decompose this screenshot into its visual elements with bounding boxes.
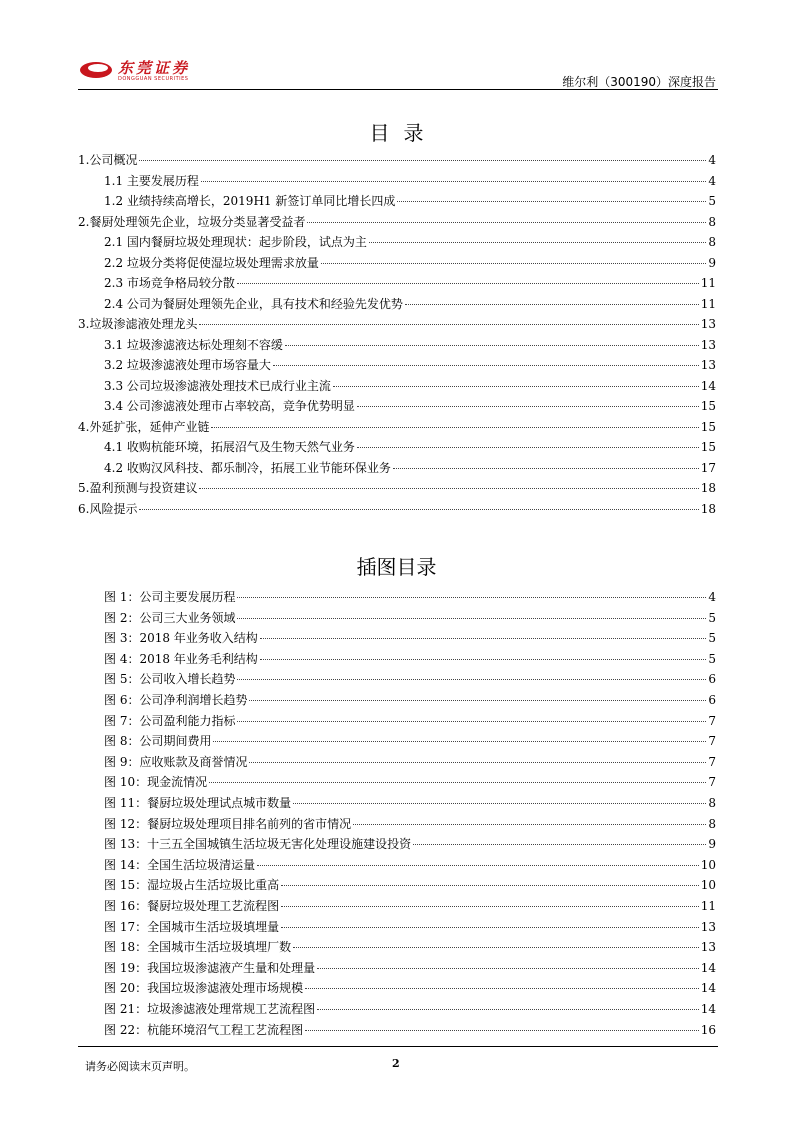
- dot-leader: [139, 160, 706, 161]
- figure-entry[interactable]: [104, 938, 716, 958]
- dot-leader: [405, 304, 699, 305]
- toc-entry[interactable]: [104, 233, 716, 253]
- dot-leader: [199, 488, 698, 489]
- entry-label: 图 2：公司三大业务领域: [104, 610, 236, 625]
- entry-page-number: 8: [708, 214, 716, 229]
- entry-label: 图 8：公司期间费用: [104, 734, 212, 749]
- dot-leader: [285, 345, 699, 346]
- page-number: 2: [392, 1057, 400, 1070]
- entry-label: 1.公司概况: [78, 153, 138, 167]
- dot-leader: [369, 242, 706, 243]
- figure-entry[interactable]: [104, 712, 716, 732]
- entry-label: 图 22：杭能环境沼气工程工艺流程图: [104, 1022, 304, 1037]
- entry-page-number: 16: [700, 1022, 716, 1037]
- dot-leader: [293, 803, 706, 804]
- toc-entry[interactable]: [104, 459, 716, 479]
- dot-leader: [353, 824, 706, 825]
- footer-divider: [78, 1046, 718, 1047]
- header-divider: [78, 89, 718, 90]
- entry-page-number: 14: [700, 378, 716, 393]
- page-header: [78, 55, 716, 91]
- entry-label: 3.1 垃圾渗滤液达标处理刻不容缓: [104, 337, 283, 352]
- report-name: 维尔利（300190）深度报告: [562, 75, 716, 89]
- toc-entry[interactable]: [104, 172, 716, 192]
- dot-leader: [317, 1009, 699, 1010]
- entry-label: 图 14：全国生活垃圾清运量: [104, 857, 256, 872]
- figure-entry[interactable]: [104, 815, 716, 835]
- dot-leader: [213, 741, 706, 742]
- entry-label: 图 1：公司主要发展历程: [104, 590, 236, 604]
- dot-leader: [249, 762, 706, 763]
- entry-page-number: 8: [708, 816, 716, 831]
- entry-page-number: 4: [708, 153, 716, 167]
- figure-entry[interactable]: [104, 959, 716, 979]
- figure-entry[interactable]: [104, 609, 716, 629]
- entry-page-number: 9: [708, 255, 716, 270]
- entry-page-number: 15: [700, 440, 716, 454]
- toc-entry[interactable]: [78, 500, 716, 520]
- entry-page-number: 6: [708, 693, 716, 707]
- dot-leader: [257, 865, 699, 866]
- entry-page-number: 14: [700, 1002, 716, 1016]
- entry-label: 3.4 公司渗滤液处理市占率较高，竞争优势明显: [104, 399, 355, 413]
- company-logo: [78, 57, 218, 85]
- dot-leader: [273, 365, 699, 366]
- entry-label: 图 12：餐厨垃圾处理项目排名前列的省市情况: [104, 816, 352, 831]
- entry-page-number: 5: [708, 610, 716, 625]
- toc-entry[interactable]: [104, 274, 716, 294]
- dot-leader: [305, 1030, 699, 1031]
- dot-leader: [397, 201, 706, 202]
- entry-page-number: 13: [700, 317, 716, 331]
- entry-page-number: 5: [708, 651, 716, 666]
- toc-entry[interactable]: [104, 397, 716, 417]
- entry-label: 4.外延扩张，延伸产业链: [78, 419, 210, 434]
- entry-label: 图 15：湿垃圾占生活垃圾比重高: [104, 878, 280, 893]
- dot-leader: [211, 427, 698, 428]
- entry-page-number: 6: [708, 672, 716, 687]
- dot-leader: [249, 700, 706, 701]
- logo-mark-icon: [78, 59, 114, 81]
- dot-leader: [293, 947, 699, 948]
- dot-leader: [333, 386, 699, 387]
- dot-leader: [321, 263, 706, 264]
- toc-entry[interactable]: [78, 151, 716, 171]
- toc-entry[interactable]: [78, 213, 716, 233]
- entry-label: 2.餐厨处理领先企业，垃圾分类显著受益者: [78, 214, 306, 229]
- figure-entry[interactable]: [104, 1000, 716, 1020]
- entry-page-number: 15: [700, 419, 716, 434]
- entry-page-number: 7: [708, 713, 716, 728]
- figure-entry[interactable]: [104, 773, 716, 793]
- entry-label: 4.1 收购杭能环境，拓展沼气及生物天然气业务: [104, 440, 355, 454]
- toc-title: 目录: [369, 121, 438, 145]
- figure-entry[interactable]: [104, 732, 716, 752]
- entry-page-number: 14: [700, 960, 716, 975]
- entry-page-number: 15: [700, 399, 716, 413]
- dot-leader: [413, 844, 706, 845]
- entry-page-number: 8: [708, 235, 716, 249]
- entry-label: 2.1 国内餐厨垃圾处理现状：起步阶段，试点为主: [104, 235, 367, 249]
- figure-entry[interactable]: [104, 1021, 716, 1041]
- figure-entry[interactable]: [104, 691, 716, 711]
- dot-leader: [237, 721, 706, 722]
- entry-page-number: 17: [700, 460, 716, 475]
- entry-label: 3.垃圾渗滤液处理龙头: [78, 317, 198, 331]
- entry-label: 3.3 公司垃圾渗滤液处理技术已成行业主流: [104, 378, 331, 393]
- entry-label: 图 7：公司盈利能力指标: [104, 713, 236, 728]
- entry-page-number: 18: [700, 481, 716, 495]
- dot-leader: [237, 283, 699, 284]
- dot-leader: [260, 659, 707, 660]
- dot-leader: [260, 638, 707, 639]
- entry-label: 图 17：全国城市生活垃圾填埋量: [104, 919, 280, 934]
- entry-page-number: 11: [700, 276, 716, 290]
- entry-label: 4.2 收购汉风科技、都乐制冷，拓展工业节能环保业务: [104, 460, 391, 475]
- entry-label: 5.盈利预测与投资建议: [78, 481, 198, 495]
- toc-entry[interactable]: [104, 438, 716, 458]
- figure-entry[interactable]: [104, 670, 716, 690]
- entry-page-number: 7: [708, 734, 716, 749]
- entry-page-number: 18: [700, 501, 716, 516]
- entry-label: 图 16：餐厨垃圾处理工艺流程图: [104, 899, 280, 913]
- dot-leader: [199, 324, 698, 325]
- entry-page-number: 13: [700, 940, 716, 955]
- entry-page-number: 11: [700, 899, 716, 913]
- figure-entry[interactable]: [104, 876, 716, 896]
- dot-leader: [139, 509, 698, 510]
- entry-label: 图 5：公司收入增长趋势: [104, 672, 236, 687]
- entry-page-number: 8: [708, 796, 716, 810]
- figure-entry[interactable]: [104, 835, 716, 855]
- entry-page-number: 5: [708, 631, 716, 646]
- toc-entry[interactable]: [78, 479, 716, 499]
- entry-page-number: 4: [708, 173, 716, 188]
- dot-leader: [201, 181, 706, 182]
- figure-entry[interactable]: [104, 650, 716, 670]
- dot-leader: [281, 927, 699, 928]
- entry-page-number: 5: [708, 194, 716, 208]
- entry-label: 2.3 市场竞争格局较分散: [104, 276, 235, 290]
- entry-label: 图 18：全国城市生活垃圾填埋厂数: [104, 940, 292, 955]
- entry-label: 2.4 公司为餐厨处理领先企业，具有技术和经验先发优势: [104, 296, 403, 311]
- toc-entry[interactable]: [104, 254, 716, 274]
- figure-entry[interactable]: [104, 753, 716, 773]
- entry-label: 3.2 垃圾渗滤液处理市场容量大: [104, 358, 271, 372]
- figure-entry[interactable]: [104, 897, 716, 917]
- dot-leader: [357, 447, 699, 448]
- dot-leader: [237, 597, 706, 598]
- figure-entry[interactable]: [104, 856, 716, 876]
- logo-chinese-text: 东莞证券: [118, 59, 191, 77]
- dot-leader: [393, 468, 699, 469]
- dot-leader: [281, 885, 699, 886]
- entry-label: 图 4：2018 年业务毛利结构: [104, 651, 258, 666]
- figure-entry[interactable]: [104, 918, 716, 938]
- dot-leader: [357, 406, 699, 407]
- dot-leader: [237, 679, 706, 680]
- dot-leader: [307, 222, 706, 223]
- entry-page-number: 7: [708, 754, 716, 769]
- entry-label: 图 10：现金流情况: [104, 775, 208, 790]
- toc-entry[interactable]: [104, 356, 716, 376]
- disclaimer-note: 请务必阅读末页声明。: [85, 1060, 195, 1073]
- entry-label: 图 3：2018 年业务收入结构: [104, 631, 258, 646]
- figure-list-title: 插图目录: [356, 555, 437, 579]
- dot-leader: [209, 782, 706, 783]
- entry-page-number: 13: [700, 358, 716, 372]
- toc-entry[interactable]: [104, 192, 716, 212]
- toc-entry[interactable]: [104, 295, 716, 315]
- dot-leader: [305, 988, 699, 989]
- entry-label: 图 13：十三五全国城镇生活垃圾无害化处理设施建设投资: [104, 837, 412, 852]
- dot-leader: [237, 618, 706, 619]
- figure-entry[interactable]: [104, 979, 716, 999]
- toc-entry[interactable]: [78, 418, 716, 438]
- entry-label: 图 19：我国垃圾渗滤液产生量和处理量: [104, 960, 316, 975]
- entry-label: 图 6：公司净利润增长趋势: [104, 693, 248, 707]
- entry-label: 图 20：我国垃圾渗滤液处理市场规模: [104, 981, 304, 996]
- entry-page-number: 9: [708, 837, 716, 852]
- entry-page-number: 4: [708, 590, 716, 604]
- toc-entry[interactable]: [104, 336, 716, 356]
- entry-page-number: 13: [700, 337, 716, 352]
- entry-page-number: 7: [708, 775, 716, 790]
- figure-entry[interactable]: [104, 588, 716, 608]
- entry-label: 1.1 主要发展历程: [104, 173, 199, 188]
- entry-label: 1.2 业绩持续高增长，2019H1 新签订单同比增长四成: [104, 194, 396, 208]
- dot-leader: [281, 906, 699, 907]
- entry-label: 图 11：餐厨垃圾处理试点城市数量: [104, 796, 292, 810]
- figure-entry[interactable]: [104, 794, 716, 814]
- entry-page-number: 10: [700, 878, 716, 893]
- entry-page-number: 11: [700, 296, 716, 311]
- entry-page-number: 14: [700, 981, 716, 996]
- toc-entry[interactable]: [104, 377, 716, 397]
- toc-entry[interactable]: [78, 315, 716, 335]
- logo-english-text: DONGGUAN SECURITIES: [118, 76, 189, 82]
- entry-page-number: 13: [700, 919, 716, 934]
- dot-leader: [317, 968, 699, 969]
- figure-entry[interactable]: [104, 629, 716, 649]
- entry-label: 6.风险提示: [78, 501, 138, 516]
- entry-label: 图 9：应收账款及商誉情况: [104, 754, 248, 769]
- entry-page-number: 10: [700, 857, 716, 872]
- entry-label: 图 21：垃圾渗滤液处理常规工艺流程图: [104, 1002, 316, 1016]
- entry-label: 2.2 垃圾分类将促使湿垃圾处理需求放量: [104, 255, 319, 270]
